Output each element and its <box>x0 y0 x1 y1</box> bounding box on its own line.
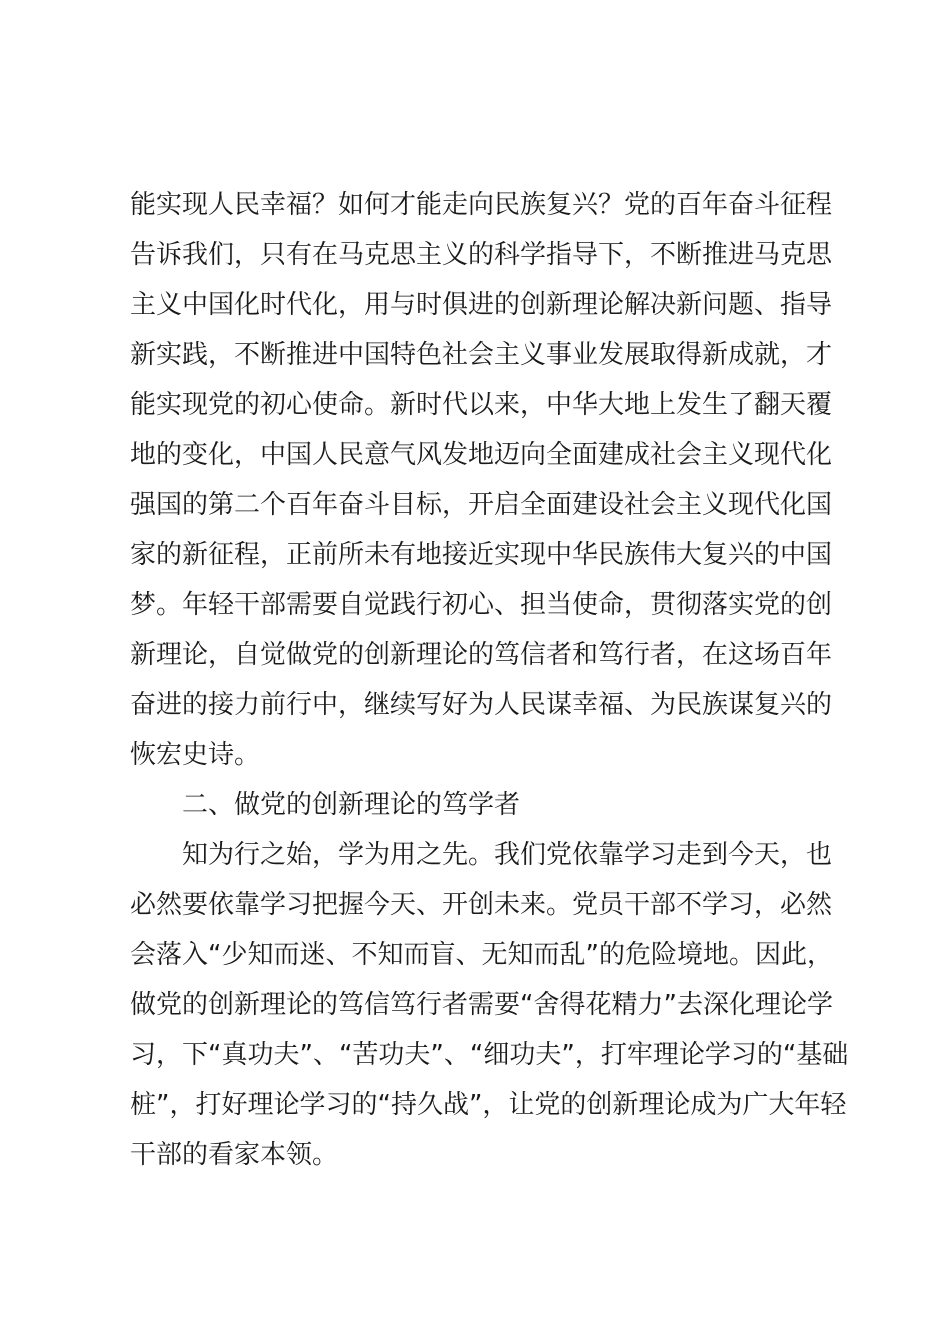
text-line: 必然要依靠学习把握今天、开创未来。党员干部不学习，必然 <box>130 890 833 920</box>
text-line: 主义中国化时代化，用与时俱进的创新理论解决新问题、指导 <box>130 290 833 320</box>
text-line: 能实现党的初心使命。新时代以来，中华大地上发生了翻天覆 <box>130 390 833 420</box>
text-line: 梦。年轻干部需要自觉践行初心、担当使命，贯彻落实党的创 <box>130 590 833 620</box>
text-line: 恢宏史诗。 <box>130 740 261 770</box>
section-heading-text: 二、做党的创新理论的笃学者 <box>182 790 521 820</box>
text-line: 知为行之始，学为用之先。我们党依靠学习走到今天，也 <box>182 840 833 870</box>
text-line: 做党的创新理论的笃信笃行者需要“舍得花精力”去深化理论学 <box>130 990 833 1020</box>
text-line: 能实现人民幸福？如何才能走向民族复兴？党的百年奋斗征程 <box>130 190 833 220</box>
text-line: 干部的看家本领。 <box>130 1140 339 1170</box>
text-line: 告诉我们，只有在马克思主义的科学指导下，不断推进马克思 <box>130 240 833 270</box>
section-heading <box>130 780 830 830</box>
paragraph-2 <box>130 830 849 1180</box>
text-line: 新实践，不断推进中国特色社会主义事业发展取得新成就，才 <box>130 340 833 370</box>
text-line: 奋进的接力前行中，继续写好为人民谋幸福、为民族谋复兴的 <box>130 690 833 720</box>
text-line: 桩”，打好理论学习的“持久战”，让党的创新理论成为广大年轻 <box>130 1090 847 1120</box>
text-line: 强国的第二个百年奋斗目标，开启全面建设社会主义现代化国 <box>130 490 833 520</box>
text-line: 地的变化，中国人民意气风发地迈向全面建成社会主义现代化 <box>130 440 833 470</box>
text-line: 新理论，自觉做党的创新理论的笃信者和笃行者，在这场百年 <box>130 640 833 670</box>
text-line: 会落入“少知而迷、不知而盲、无知而乱”的危险境地。因此， <box>130 940 833 970</box>
text-line: 家的新征程，正前所未有地接近实现中华民族伟大复兴的中国 <box>130 540 833 570</box>
document-body <box>130 180 849 1180</box>
text-line: 习，下“真功夫”、“苦功夫”、“细功夫”，打牢理论学习的“基础 <box>130 1040 849 1070</box>
paragraph-1 <box>130 180 833 780</box>
